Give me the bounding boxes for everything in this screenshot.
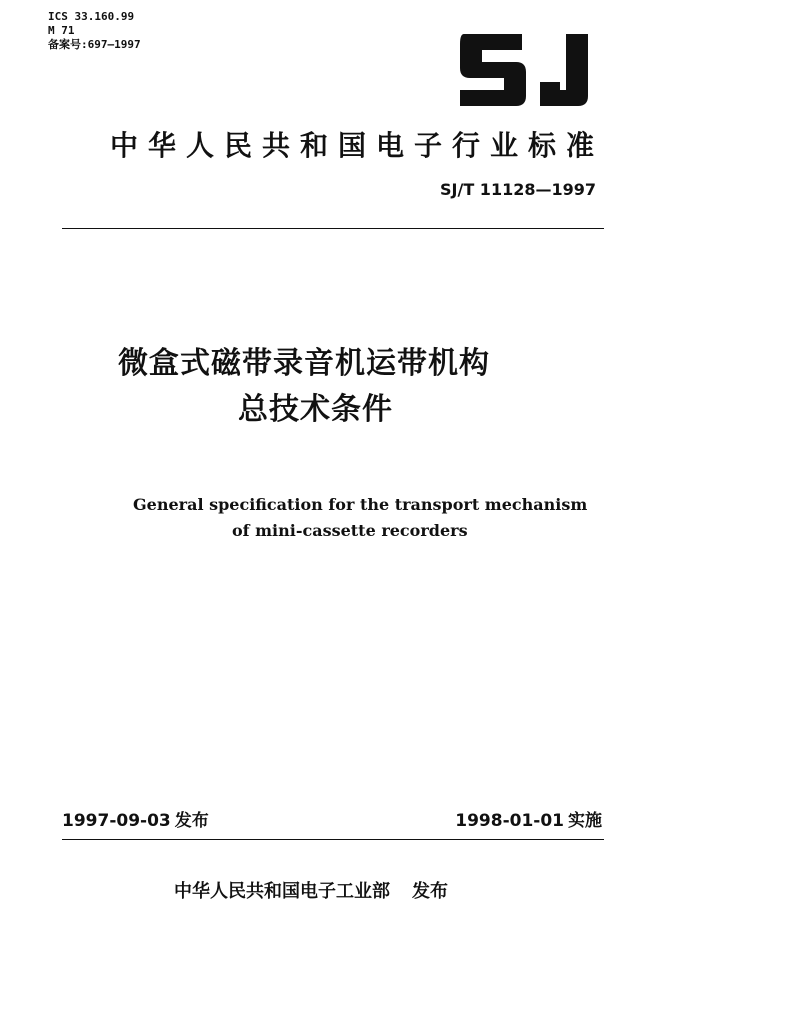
implementation-date: 1998-01-01 bbox=[455, 811, 564, 831]
implementation-date-line bbox=[455, 806, 602, 831]
issuer-name: 中华人民共和国电子工业部 bbox=[174, 881, 390, 902]
issuer-line bbox=[174, 877, 448, 903]
issue-label: 发布 bbox=[174, 811, 209, 831]
record-number: 备案号:697—1997 bbox=[48, 38, 141, 51]
classification-code: M 71 bbox=[48, 24, 75, 37]
chinese-title-line-2: 总技术条件 bbox=[238, 392, 393, 427]
english-title-line-2: of mini-cassette recorders bbox=[232, 521, 468, 540]
industry-standard-title: 中华人民共和国电子行业标准 bbox=[110, 129, 605, 162]
english-title-line-1: General specification for the transport mechanism bbox=[133, 495, 588, 514]
standard-number: SJ/T 11128—1997 bbox=[440, 180, 596, 199]
chinese-title-line-1: 微盒式磁带录音机运带机构 bbox=[118, 346, 490, 381]
logo-letter-j bbox=[540, 34, 588, 106]
logo-letter-s bbox=[460, 34, 526, 106]
issue-date-line bbox=[62, 806, 209, 831]
sj-logo bbox=[456, 30, 604, 110]
ics-code: ICS 33.160.99 bbox=[48, 10, 135, 23]
bottom-divider bbox=[62, 839, 604, 840]
top-divider bbox=[62, 228, 604, 229]
issue-date: 1997-09-03 bbox=[62, 811, 171, 831]
implementation-label: 实施 bbox=[568, 811, 602, 831]
issuer-action: 发布 bbox=[412, 881, 448, 902]
